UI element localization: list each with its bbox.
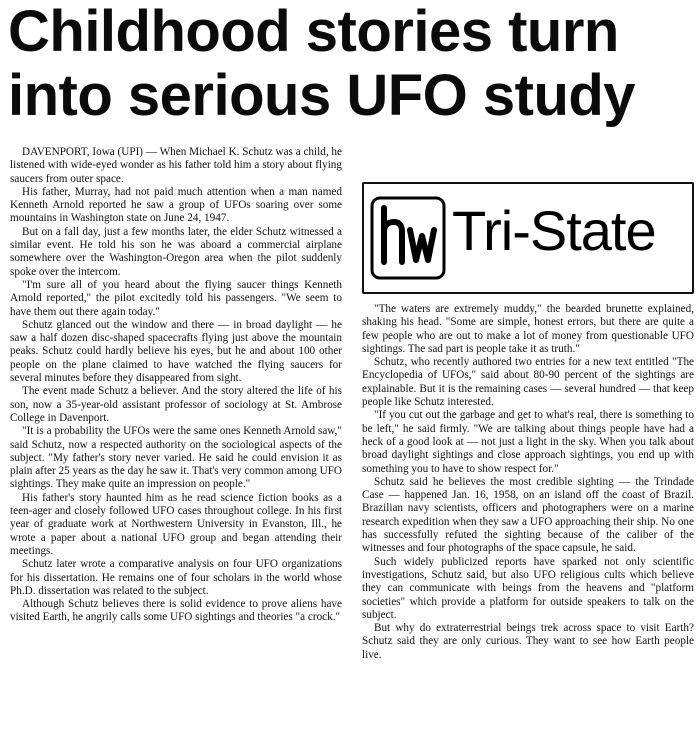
article-paragraph: Schutz later wrote a comparative analysis on four UFO organizations for his dissertation. He remains one of four scholars in the world whose Ph.D. dissertation was related to the subject.: [10, 558, 342, 597]
article-paragraph: His father's story haunted him as he read science fiction books as a teen-ager and closely followed UFO cases throughout college. In his first year of graduate work at Northwestern University in Evanston, Ill., he wrote a paper about a national UFO group and began attending their meetings.: [10, 491, 342, 557]
tri-state-section-logo: [362, 182, 694, 294]
headline: [8, 0, 694, 128]
article-paragraph: His father, Murray, had not paid much attention when a man named Kenneth Arnold reported he saw a group of UFOs soaring over some mountains in Washington state on June 24, 1947.: [10, 185, 342, 225]
article-paragraph: The event made Schutz a believer. And the story altered the life of his son, now a 35-year-old assistant professor of sociology at St. Ambrose College in Davenport.: [10, 385, 342, 424]
article-paragraph: Schutz, who recently authored two entries for a new text entitled "The Encyclopedia of UFOs," said about 80-90 percent of the sightings are explainable. But it is the remaining cases — several hundred — that keep people like Schutz interested.: [362, 356, 694, 409]
article-paragraph: "If you cut out the garbage and get to what's real, there is something to be left," he said firmly. "We are talking about things people have had a heck of a good look at — not just a light in the sky. When you talk about broad daylight sightings and close approach sightings, you end up with something you to have to show respect for.": [362, 409, 694, 475]
article-paragraph: "It is a probability the UFOs were the same ones Kenneth Arnold saw," said Schutz, now a respected authority on the sociological aspects of the subject. "My father's story never varied. He said he could envision it as plain after 25 years as the day he saw it. That's very common among UFO sightings. They make quite an impression on people.": [10, 425, 342, 491]
headline-line-1: Childhood stories turn: [8, 0, 619, 64]
article-left-column: [10, 146, 342, 625]
article-paragraph: Such widely publicized reports have sparked not only scientific investigations, Schutz said, but also UFO religious cults which believe they can communicate with beings from the heavens and "platform societies" which provide a platform for outside speakers to talk on the subject.: [362, 555, 694, 621]
article-paragraph: But why do extraterrestrial beings trek across space to visit Earth? Schutz said they are only curious. They want to see how Earth people live.: [362, 622, 694, 661]
article-paragraph: Schutz said he believes the most credible sighting — the Trindade Case — happened Jan. 16, 1958, on an island off the coast of Brazil. Brazilian navy scientists, officers and photographers were on a marine research expedition when they saw a UFO approaching their ship. No one has successfully refuted the sighting because of the caliber of the witnesses and four photographs of the space capsule, he said.: [362, 475, 694, 555]
article-right-column: [362, 303, 694, 662]
article-paragraph: "The waters are extremely muddy," the bearded brunette explained, shaking his head. "Some are simple, honest errors, but there are quite a few people who are out to make a lot of money from questionable UFO sightings. The sad part is people take it as truth.": [362, 303, 694, 355]
article-paragraph: "I'm sure all of you heard about the flying saucer things Kenneth Arnold reported," the pilot excitedly told his passengers. "We seem to have them out there again today.": [10, 278, 342, 318]
article-paragraph: Schutz glanced out the window and there — in broad daylight — he saw a half dozen disc-shaped spacecrafts flying just above the mountain peaks. Schutz could hardly believe his eyes, but he and about 100 other people on the plane claimed to have watched the flying saucers for several minutes before they disappeared from sight.: [10, 318, 342, 385]
section-logo-name: Tri-State: [452, 199, 656, 262]
hw-logo-icon: [370, 196, 446, 280]
article-paragraph: DAVENPORT, Iowa (UPI) — When Michael K. Schutz was a child, he listened with wide-eyed wonder as his father told him a story about flying saucers from outer space.: [10, 146, 342, 185]
headline-line-2: into serious UFO study: [8, 63, 636, 128]
article-paragraph: But on a fall day, just a few months later, the elder Schutz witnessed a similar event. He told his son he was aboard a commercial airplane somewhere over the Washington-Oregon area when the pilot suddenly spoke over the intercom.: [10, 225, 342, 278]
article-paragraph: Although Schutz believes there is solid evidence to prove aliens have visited Earth, he angrily calls some UFO sightings and theories "a crock.": [10, 598, 342, 624]
